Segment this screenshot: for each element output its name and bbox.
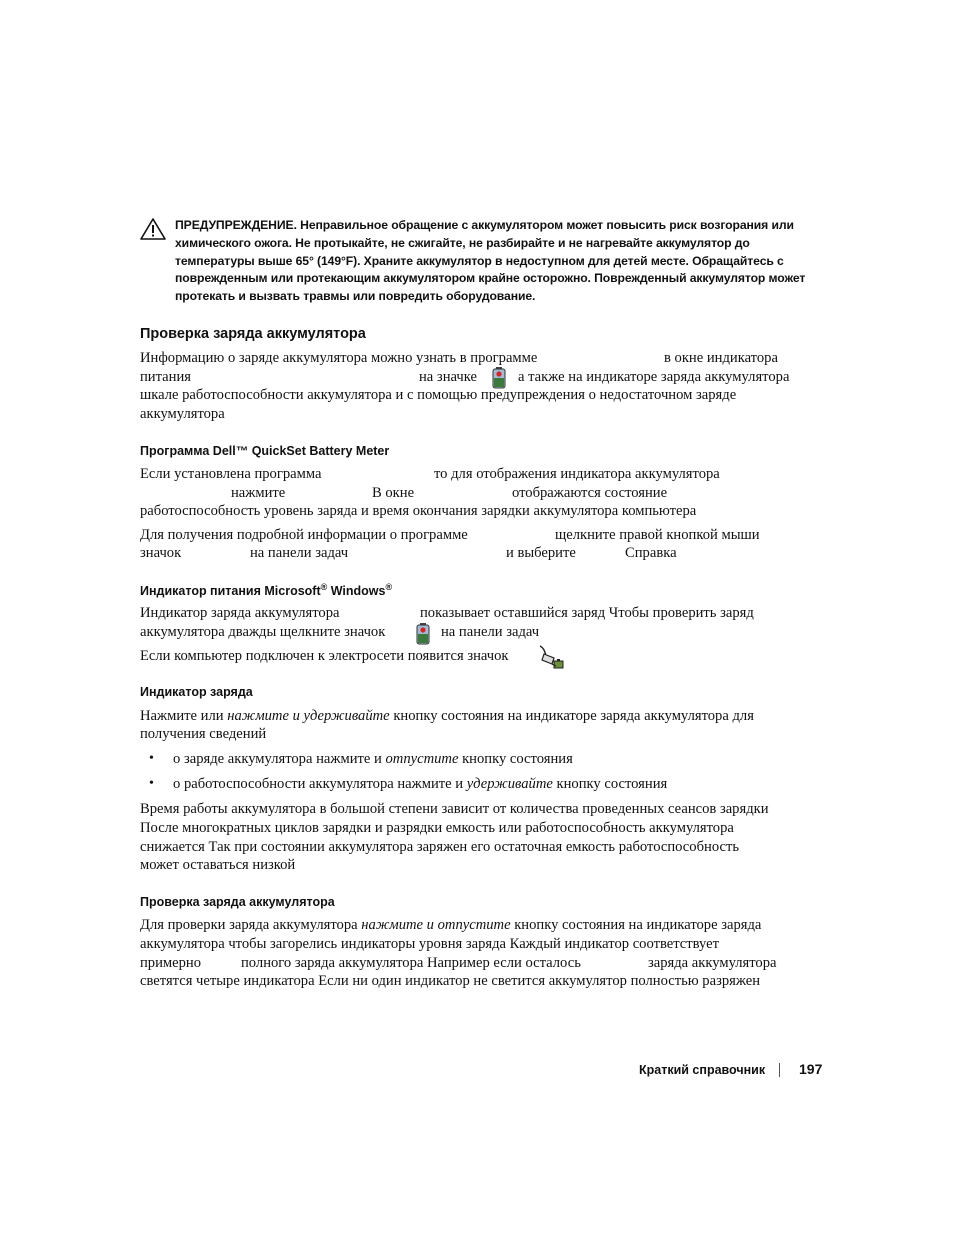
check-charge-line3c: заряда аккумулятора bbox=[648, 955, 777, 971]
bullet-marker: • bbox=[149, 751, 154, 766]
warning-body: Неправильное обращение с аккумулятором может повысить риск возгорания или химического ожога. Не протыкайте, не сжигайте, не разбирайте и не нагревайте аккумулятор до температуры выше 65° (149°F). Храните аккумулятор в недоступном для детей месте. Обращайтесь с поврежденным или протекающим аккумулятором крайне осторожно. Поврежденный аккумулятор может протекать и вызвать травмы или повредить оборудование. bbox=[175, 218, 806, 304]
intro-line-1b: в окне индикатора bbox=[664, 350, 778, 366]
quickset-p1-line1a: Если установлена программа bbox=[140, 466, 322, 482]
text-run: Для проверки заряда аккумулятора bbox=[140, 917, 362, 933]
intro-line-3: шкале работоспособности аккумулятора и с помощью предупреждения о недостаточном заряде bbox=[140, 387, 737, 403]
windows-meter-title bbox=[140, 582, 392, 598]
bullet-item-2 bbox=[173, 776, 667, 793]
quickset-p1-line2c: отображаются состояние bbox=[512, 485, 668, 501]
quickset-p2-line1b: щелкните правой кнопкой мыши bbox=[555, 527, 760, 543]
charge-gauge-p2-line4: может оставаться низкой bbox=[140, 857, 296, 873]
text-run: кнопку состояния на индикаторе заряда bbox=[510, 917, 762, 933]
check-charge-line1 bbox=[140, 917, 761, 934]
windows-p1-line2b: на панели задач bbox=[441, 624, 540, 640]
charge-gauge-p1-line1 bbox=[140, 708, 754, 725]
page-number: 197 bbox=[799, 1061, 823, 1077]
text-run: о работоспособности аккумулятора нажмите и bbox=[173, 776, 467, 792]
check-charge-line3a: примерно bbox=[140, 955, 202, 971]
charge-gauge-p2-line3: снижается Так при состоянии аккумулятора заряжен его остаточная емкость работоспособность bbox=[140, 839, 739, 855]
windows-p1-line2a: аккумулятора дважды щелкните значок bbox=[140, 624, 386, 640]
warning-text bbox=[175, 217, 815, 306]
quickset-p1-line2b: В окне bbox=[372, 485, 415, 501]
quickset-p1-line2a: нажмите bbox=[231, 485, 286, 501]
charge-gauge-p2-line2: После многократных циклов зарядки и разрядки емкость или работоспособность аккумулятора bbox=[140, 820, 734, 836]
text-run-italic: нажмите и удерживайте bbox=[227, 708, 390, 724]
intro-line-2a: питания bbox=[140, 369, 191, 385]
quickset-p2-line1a: Для получения подробной информации о программе bbox=[140, 527, 468, 543]
windows-meter-title-main: Индикатор питания Microsoft bbox=[140, 584, 321, 599]
check-charge-line3b: полного заряда аккумулятора Например если осталось bbox=[241, 955, 581, 971]
charge-gauge-p1-line2: получения сведений bbox=[140, 726, 267, 742]
quickset-p2-line2b: на панели задач bbox=[250, 545, 349, 561]
warning-triangle-icon bbox=[140, 218, 166, 240]
text-run: кнопку состояния на индикаторе заряда аккумулятора для bbox=[389, 708, 754, 724]
windows-meter-title-mid: Windows bbox=[327, 584, 386, 599]
quickset-p1-line1b: то для отображения индикатора аккумулятора bbox=[434, 466, 720, 482]
check-charge-line4: светятся четыре индикатора Если ни один индикатор не светится аккумулятор полностью разряжен bbox=[140, 973, 761, 989]
battery-icon bbox=[413, 622, 433, 646]
registered-mark: ® bbox=[385, 582, 393, 592]
check-charge-line2: аккумулятора чтобы загорелись индикаторы уровня заряда Каждый индикатор соответствует bbox=[140, 936, 720, 952]
quickset-p2-line2d: Справка bbox=[625, 545, 677, 561]
warning-label: ПРЕДУПРЕЖДЕНИЕ. bbox=[175, 218, 297, 232]
bullet-marker: • bbox=[149, 776, 154, 791]
ac-power-plug-icon bbox=[538, 644, 568, 672]
text-run: о заряде аккумулятора нажмите и bbox=[173, 751, 386, 767]
registered-mark: ® bbox=[320, 582, 328, 592]
quickset-title: Программа Dell™ QuickSet Battery Meter bbox=[140, 444, 390, 458]
quickset-p2-line2c: и выберите bbox=[506, 545, 576, 561]
intro-line-2b: на значке bbox=[419, 369, 477, 385]
check-charge-title: Проверка заряда аккумулятора bbox=[140, 895, 335, 909]
intro-line-4: аккумулятора bbox=[140, 406, 225, 422]
section-title: Проверка заряда аккумулятора bbox=[140, 326, 366, 342]
text-run: Нажмите или bbox=[140, 708, 228, 724]
quickset-p1-line3: работоспособность уровень заряда и время окончания зарядки аккумулятора компьютера bbox=[140, 503, 697, 519]
intro-line-1a: Информацию о заряде аккумулятора можно узнать в программе bbox=[140, 350, 538, 366]
windows-p1-line1a: Индикатор заряда аккумулятора bbox=[140, 605, 340, 621]
intro-line-2c: а также на индикаторе заряда аккумулятора bbox=[518, 369, 790, 385]
charge-gauge-title: Индикатор заряда bbox=[140, 685, 253, 699]
text-run-italic: удерживайте bbox=[466, 776, 553, 792]
charge-gauge-p2-line1: Время работы аккумулятора в большой степени зависит от количества проведенных сеансов зарядки bbox=[140, 801, 769, 817]
footer-section-label: Краткий справочник bbox=[639, 1063, 766, 1077]
text-run: кнопку состояния bbox=[552, 776, 668, 792]
text-run-italic: отпустите bbox=[385, 751, 459, 767]
text-run: кнопку состояния bbox=[458, 751, 573, 767]
windows-p2: Если компьютер подключен к электросети появится значок bbox=[140, 648, 509, 664]
windows-p1-line1b: показывает оставшийся заряд Чтобы проверить заряд bbox=[420, 605, 754, 621]
footer-separator bbox=[779, 1063, 780, 1077]
bullet-item-1 bbox=[173, 751, 573, 768]
quickset-p2-line2a: значок bbox=[140, 545, 182, 561]
text-run-italic: нажмите и отпустите bbox=[361, 917, 511, 933]
